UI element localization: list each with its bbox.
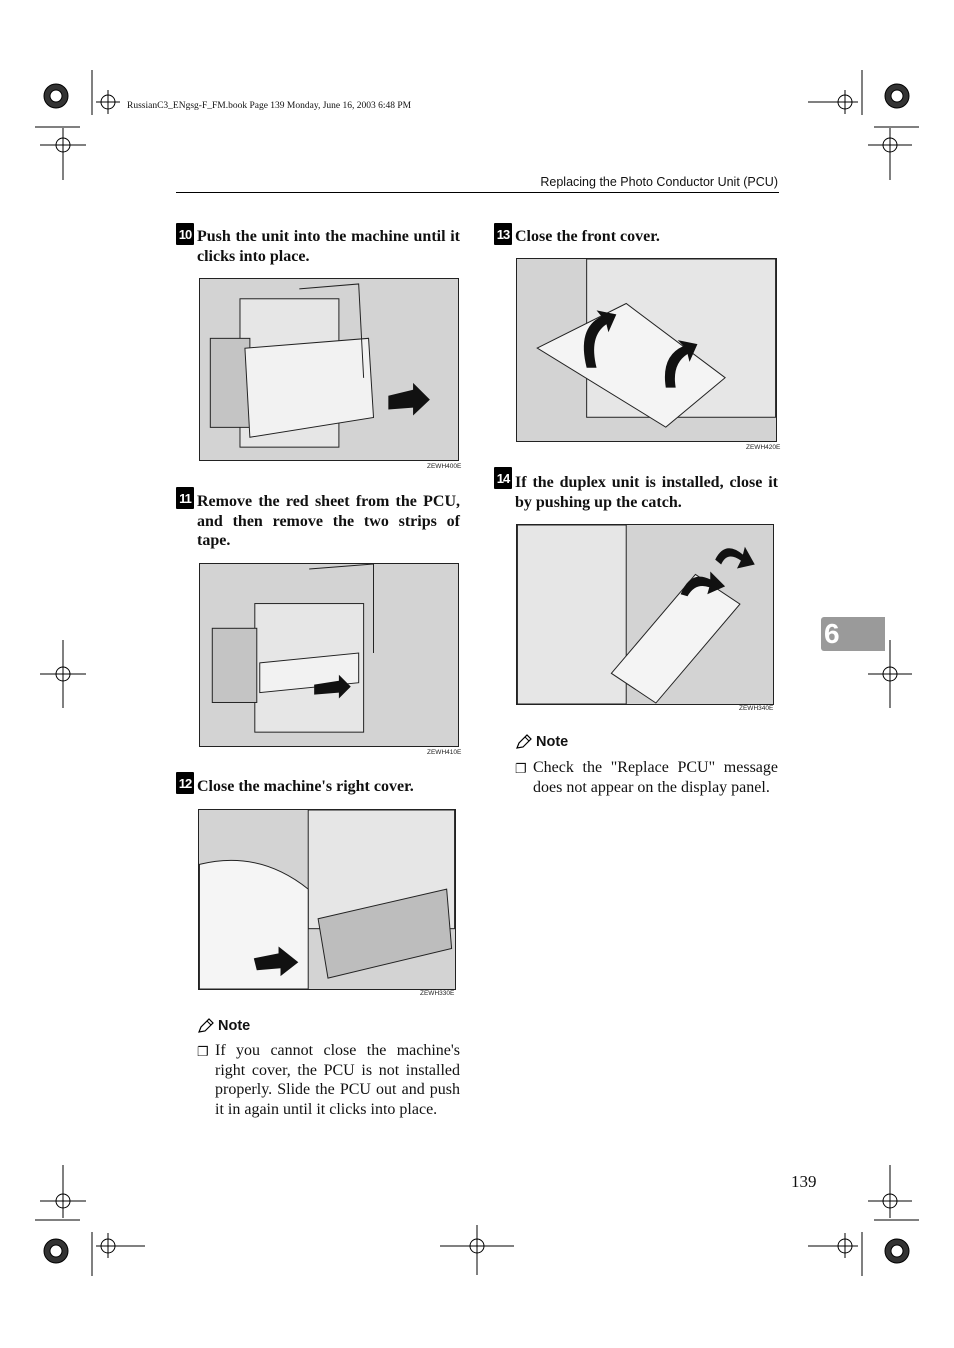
- section-tab: [821, 617, 885, 651]
- figure-code: ZEWH420E: [746, 444, 781, 451]
- figure-duplex-unit: [516, 524, 774, 705]
- step-number: 10: [176, 223, 194, 245]
- pencil-note-icon: [197, 1018, 215, 1034]
- step-text: If the duplex unit is installed, close it by pushing up the catch.: [515, 474, 778, 511]
- step-number: 12: [176, 772, 194, 794]
- checkbox-icon: ❐: [197, 1044, 209, 1059]
- figure-push-unit: [199, 278, 459, 461]
- figure-right-cover: [198, 809, 456, 990]
- note-text: If you cannot close the machine's right cover, the PCU is not installed properly. Slide the PCU out and push it in again until it clicks into place.: [215, 1042, 460, 1118]
- figure-front-cover: [516, 258, 777, 442]
- note-title: [197, 1018, 250, 1034]
- note-title-text: Note: [536, 734, 569, 750]
- step-text: Remove the red sheet from the PCU, and then remove the two strips of tape.: [197, 493, 460, 549]
- step-text: Close the machine's right cover.: [197, 778, 414, 795]
- page-number: 139: [791, 1172, 817, 1191]
- pencil-note-icon: [515, 734, 533, 750]
- figure-code: ZEWH340E: [739, 705, 774, 712]
- step-number: 13: [494, 223, 512, 245]
- note-title-text: Note: [218, 1018, 251, 1034]
- step-text: Close the front cover.: [515, 228, 660, 245]
- running-head: Replacing the Photo Conductor Unit (PCU): [540, 175, 778, 189]
- step-number: 11: [176, 487, 194, 509]
- figure-code: ZEWH330E: [420, 990, 455, 997]
- figure-code: ZEWH400E: [427, 463, 462, 470]
- note-text: Check the "Replace PCU" message does not appear on the display panel.: [533, 759, 778, 796]
- checkbox-icon: ❐: [515, 761, 527, 776]
- section-tab-number: 6: [824, 618, 840, 649]
- note-item: [197, 1041, 460, 1119]
- file-info: RussianC3_ENgsg-F_FM.book Page 139 Monday, June 16, 2003 6:48 PM: [127, 101, 412, 111]
- figure-remove-sheet: [199, 563, 459, 747]
- note-item: [515, 758, 778, 797]
- header-rule: [176, 192, 779, 193]
- note-title: [515, 734, 568, 750]
- step-number: 14: [494, 467, 512, 489]
- step-text: Push the unit into the machine until it clicks into place.: [197, 228, 460, 265]
- figure-code: ZEWH410E: [427, 749, 462, 756]
